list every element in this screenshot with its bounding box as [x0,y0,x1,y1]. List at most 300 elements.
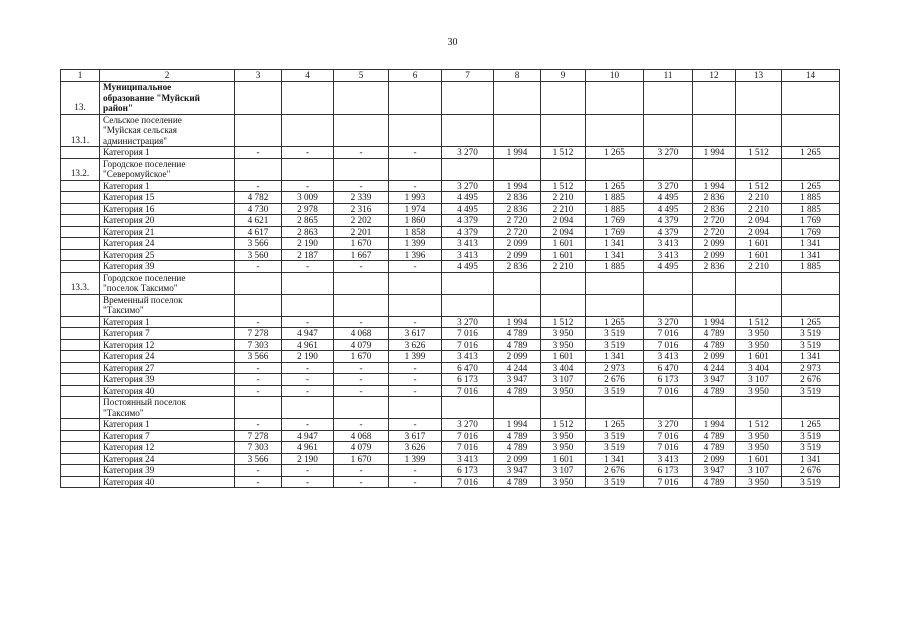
value-cell: 1 399 [389,238,442,250]
empty-cell [334,397,389,419]
value-cell: 3 950 [541,339,586,351]
value-cell: 2 190 [282,453,334,465]
empty-cell [389,272,442,294]
value-cell: 1 885 [782,261,840,273]
value-cell: 1 994 [693,419,736,431]
value-cell: - [389,362,442,374]
value-cell: 1 858 [389,226,442,238]
category-name-cell: Категория 39 [100,261,235,273]
section-name-cell [100,272,235,294]
value-cell: 7 016 [442,476,494,488]
value-cell: 4 495 [644,203,693,215]
value-cell: 2 676 [782,465,840,477]
value-cell: 1 601 [541,453,586,465]
code-cell [61,374,100,386]
section-name-cell [100,397,235,419]
empty-cell [334,294,389,316]
value-cell: 3 270 [442,147,494,159]
section-name-line: образование "Муйский [103,92,200,103]
value-cell: 1 670 [334,351,389,363]
section-row [61,294,840,316]
tariff-table [60,69,840,488]
table-row [61,180,840,192]
value-cell: 3 519 [586,476,644,488]
value-cell: 3 413 [644,238,693,250]
value-cell: 1 994 [494,316,541,328]
value-cell: 1 994 [494,147,541,159]
code-cell [61,328,100,340]
value-cell: 3 413 [442,453,494,465]
empty-cell [334,158,389,180]
value-cell: 3 560 [235,249,282,261]
empty-cell [644,158,693,180]
value-cell: 2 720 [494,226,541,238]
value-cell: 1 341 [586,238,644,250]
section-name-line: район" [103,103,133,113]
value-cell: 1 601 [541,238,586,250]
value-cell: 7 016 [442,430,494,442]
category-name-cell: Категория 20 [100,215,235,227]
category-name-cell: Категория 7 [100,328,235,340]
empty-cell [334,82,389,115]
table-row [61,385,840,397]
value-cell: 1 265 [782,180,840,192]
value-cell: - [334,316,389,328]
code-cell [61,192,100,204]
value-cell: 2 094 [541,226,586,238]
section-name-line: Городское поселение [103,158,186,169]
empty-cell [282,272,334,294]
value-cell: 3 270 [442,180,494,192]
value-cell: 1 994 [693,180,736,192]
value-cell: 1 601 [736,453,782,465]
value-cell: 3 404 [736,362,782,374]
value-cell: 3 270 [644,316,693,328]
empty-cell [235,158,282,180]
value-cell: 2 836 [494,203,541,215]
value-cell: 1 399 [389,351,442,363]
value-cell: 1 601 [736,351,782,363]
value-cell: 2 720 [494,215,541,227]
value-cell: 6 470 [644,362,693,374]
code-cell [61,215,100,227]
value-cell: 3 009 [282,192,334,204]
value-cell: 2 973 [782,362,840,374]
value-cell: 3 413 [644,453,693,465]
empty-cell [541,272,586,294]
code-cell [61,362,100,374]
value-cell: - [282,316,334,328]
value-cell: 7 016 [644,430,693,442]
value-cell: 7 278 [235,430,282,442]
column-number-cell: 11 [644,70,693,82]
section-name-line: администрация" [103,135,168,146]
value-cell: 4 789 [693,339,736,351]
value-cell: 2 099 [494,453,541,465]
code-cell [61,226,100,238]
value-cell: - [235,385,282,397]
empty-cell [736,397,782,419]
value-cell: 7 303 [235,442,282,454]
value-cell: 2 210 [541,203,586,215]
value-cell: 7 016 [644,328,693,340]
empty-cell [282,397,334,419]
column-number-cell: 10 [586,70,644,82]
section-name-line: Сельское поселение [103,114,182,125]
section-code-cell: 13.2. [61,158,100,180]
section-code-cell [61,397,100,419]
value-cell: 1 399 [389,453,442,465]
empty-cell [235,397,282,419]
section-name-line: Временный поселок [103,294,183,305]
value-cell: 1 994 [494,180,541,192]
value-cell: 2 099 [693,249,736,261]
value-cell: 1 265 [586,147,644,159]
value-cell: - [334,476,389,488]
value-cell: 1 512 [541,419,586,431]
empty-cell [235,294,282,316]
value-cell: - [235,261,282,273]
value-cell: 1 265 [782,147,840,159]
value-cell: 2 201 [334,226,389,238]
value-cell: 4 495 [442,203,494,215]
empty-cell [736,294,782,316]
value-cell: - [235,419,282,431]
empty-cell [235,82,282,115]
value-cell: 1 994 [494,419,541,431]
empty-cell [782,114,840,147]
value-cell: 4 617 [235,226,282,238]
column-number-cell: 5 [334,70,389,82]
section-name-cell [100,82,235,115]
section-row [61,114,840,147]
value-cell: 1 769 [782,215,840,227]
value-cell: 2 865 [282,215,334,227]
section-name-line: "Таксимо" [103,407,144,418]
value-cell: 2 190 [282,238,334,250]
empty-cell [334,114,389,147]
value-cell: 3 519 [782,476,840,488]
table-row [61,261,840,273]
section-row [61,158,840,180]
value-cell: 2 676 [782,374,840,386]
value-cell: 1 994 [693,316,736,328]
empty-cell [541,114,586,147]
value-cell: 2 099 [693,238,736,250]
value-cell: 4 730 [235,203,282,215]
value-cell: 4 244 [693,362,736,374]
value-cell: - [282,374,334,386]
value-cell: 6 173 [644,465,693,477]
value-cell: 3 413 [644,249,693,261]
empty-cell [494,294,541,316]
empty-cell [782,294,840,316]
table-row [61,430,840,442]
value-cell: 1 265 [782,419,840,431]
value-cell: 1 265 [586,419,644,431]
value-cell: 2 978 [282,203,334,215]
empty-cell [442,82,494,115]
empty-cell [586,82,644,115]
value-cell: 1 512 [736,419,782,431]
value-cell: - [235,465,282,477]
value-cell: - [389,465,442,477]
value-cell: 6 173 [442,465,494,477]
empty-cell [644,82,693,115]
category-name-cell: Категория 1 [100,316,235,328]
value-cell: 4 789 [494,328,541,340]
value-cell: 7 016 [442,442,494,454]
value-cell: 1 512 [736,147,782,159]
value-cell: 1 769 [782,226,840,238]
empty-cell [693,272,736,294]
category-name-cell: Категория 39 [100,374,235,386]
column-number-cell: 6 [389,70,442,82]
value-cell: 4 789 [494,476,541,488]
value-cell: - [282,261,334,273]
value-cell: 4 789 [693,328,736,340]
code-cell [61,339,100,351]
value-cell: 4 379 [644,226,693,238]
empty-cell [282,158,334,180]
value-cell: 2 099 [693,453,736,465]
value-cell: - [235,374,282,386]
section-name-line: Муниципальное [103,82,172,92]
value-cell: 3 947 [693,374,736,386]
value-cell: 2 099 [693,351,736,363]
value-cell: 1 885 [586,203,644,215]
value-cell: 1 885 [586,261,644,273]
value-cell: 1 993 [389,192,442,204]
value-cell: 4 782 [235,192,282,204]
empty-cell [541,158,586,180]
value-cell: 3 413 [442,238,494,250]
value-cell: - [334,147,389,159]
value-cell: 2 720 [693,215,736,227]
empty-cell [782,82,840,115]
value-cell: 2 316 [334,203,389,215]
value-cell: 3 107 [541,465,586,477]
value-cell: 3 270 [442,316,494,328]
value-cell: - [282,385,334,397]
value-cell: 3 950 [541,442,586,454]
column-number-cell: 7 [442,70,494,82]
code-cell [61,147,100,159]
column-number-cell: 1 [61,70,100,82]
section-code-cell: 13. [61,82,100,115]
value-cell: 4 789 [693,430,736,442]
value-cell: 1 512 [541,180,586,192]
value-cell: 3 270 [644,180,693,192]
value-cell: 4 789 [494,339,541,351]
empty-cell [442,294,494,316]
value-cell: 4 495 [644,192,693,204]
code-cell [61,430,100,442]
column-number-cell: 2 [100,70,235,82]
value-cell: - [334,261,389,273]
empty-cell [334,272,389,294]
page-number: 30 [447,37,458,48]
value-cell: 2 094 [541,215,586,227]
category-name-cell: Категория 40 [100,476,235,488]
value-cell: 1 341 [586,453,644,465]
value-cell: - [282,465,334,477]
value-cell: 7 016 [442,385,494,397]
value-cell: 1 341 [782,453,840,465]
section-name-cell [100,158,235,180]
value-cell: 1 512 [541,316,586,328]
category-name-cell: Категория 1 [100,419,235,431]
category-name-cell: Категория 15 [100,192,235,204]
category-name-cell: Категория 24 [100,351,235,363]
code-cell [61,249,100,261]
code-cell [61,351,100,363]
section-row [61,82,840,115]
category-name-cell: Категория 21 [100,226,235,238]
category-name-cell: Категория 25 [100,249,235,261]
value-cell: 2 863 [282,226,334,238]
value-cell: - [235,476,282,488]
value-cell: 2 720 [693,226,736,238]
table-row [61,442,840,454]
value-cell: - [235,362,282,374]
value-cell: 7 303 [235,339,282,351]
value-cell: 1 601 [541,351,586,363]
value-cell: 3 270 [644,147,693,159]
value-cell: 3 519 [782,339,840,351]
section-code-cell: 13.1. [61,114,100,147]
empty-cell [693,397,736,419]
empty-cell [494,82,541,115]
empty-cell [442,114,494,147]
empty-cell [389,294,442,316]
value-cell: 2 210 [541,192,586,204]
table-row [61,351,840,363]
value-cell: 3 270 [442,419,494,431]
section-name-line: Городское поселение [103,272,186,283]
table-row [61,215,840,227]
code-cell [61,261,100,273]
category-name-cell: Категория 16 [100,203,235,215]
empty-cell [282,294,334,316]
section-row [61,272,840,294]
empty-cell [442,272,494,294]
value-cell: 2 210 [541,261,586,273]
value-cell: 2 836 [494,192,541,204]
value-cell: 3 519 [782,385,840,397]
value-cell: 3 413 [644,351,693,363]
table-row [61,328,840,340]
value-cell: 1 601 [541,249,586,261]
value-cell: 7 016 [644,385,693,397]
value-cell: 3 107 [736,374,782,386]
table-row [61,476,840,488]
empty-cell [586,272,644,294]
value-cell: 2 099 [494,249,541,261]
value-cell: 1 974 [389,203,442,215]
column-number-cell: 9 [541,70,586,82]
value-cell: 3 950 [541,385,586,397]
value-cell: 1 341 [782,249,840,261]
value-cell: 1 512 [736,180,782,192]
value-cell: 3 270 [644,419,693,431]
value-cell: 3 950 [736,385,782,397]
value-cell: 1 860 [389,215,442,227]
table-row [61,374,840,386]
empty-cell [586,114,644,147]
value-cell: 1 265 [782,316,840,328]
value-cell: 4 961 [282,339,334,351]
empty-cell [644,114,693,147]
value-cell: 4 947 [282,328,334,340]
value-cell: 1 341 [586,249,644,261]
value-cell: 1 667 [334,249,389,261]
value-cell: - [282,362,334,374]
value-cell: 2 094 [736,215,782,227]
value-cell: 3 947 [494,374,541,386]
table-row [61,226,840,238]
value-cell: 3 617 [389,430,442,442]
value-cell: - [389,419,442,431]
value-cell: 4 789 [494,442,541,454]
value-cell: - [389,180,442,192]
value-cell: 1 341 [782,351,840,363]
value-cell: - [282,419,334,431]
value-cell: 1 769 [586,226,644,238]
value-cell: 1 885 [586,192,644,204]
section-name-line: "Муйская сельская [103,125,177,135]
value-cell: - [334,465,389,477]
value-cell: 4 068 [334,430,389,442]
value-cell: 2 187 [282,249,334,261]
value-cell: 4 789 [693,442,736,454]
value-cell: 3 519 [586,339,644,351]
value-cell: 3 413 [442,249,494,261]
empty-cell [736,82,782,115]
section-name-line: Постоянный поселок [103,397,186,407]
value-cell: 3 617 [389,328,442,340]
section-name-cell [100,114,235,147]
empty-cell [282,114,334,147]
value-cell: 1 341 [586,351,644,363]
category-name-cell: Категория 12 [100,339,235,351]
value-cell: 3 107 [541,374,586,386]
empty-cell [586,294,644,316]
value-cell: 3 626 [389,442,442,454]
column-number-cell: 14 [782,70,840,82]
value-cell: - [235,316,282,328]
table-row [61,249,840,261]
code-cell [61,442,100,454]
value-cell: 4 379 [442,215,494,227]
empty-cell [494,272,541,294]
table-row [61,192,840,204]
value-cell: 2 190 [282,351,334,363]
value-cell: 3 950 [736,339,782,351]
value-cell: 1 265 [586,180,644,192]
code-cell [61,316,100,328]
value-cell: 4 789 [494,430,541,442]
section-code-cell: 13.3. [61,272,100,294]
value-cell: 3 950 [736,442,782,454]
section-name-cell [100,294,235,316]
value-cell: 4 495 [644,261,693,273]
empty-cell [586,397,644,419]
table-row [61,203,840,215]
empty-cell [782,158,840,180]
value-cell: 3 519 [586,442,644,454]
value-cell: 4 495 [442,261,494,273]
